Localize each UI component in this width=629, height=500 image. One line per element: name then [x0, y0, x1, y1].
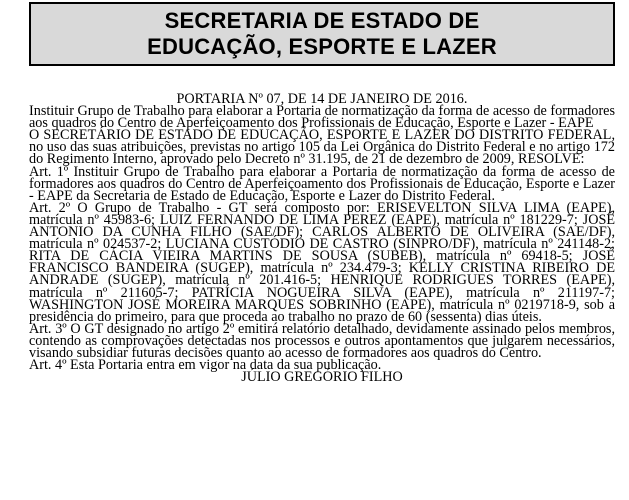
article-1: Art. 1º Instituir Grupo de Trabalho para elaborar a Portaria de normatização da forma de acesso de formadores aos quadros do Centro de Aperfeiçoamento dos Profissionais de Educação, Esporte e Lazer - EAPE da Secretaria de Estado de Educação, Esporte e Lazer do Distrito Federal.	[29, 163, 615, 204]
article-4: Art. 4º Esta Portaria entra em vigor na data da sua publicação.	[29, 357, 382, 374]
resolve-paragraph: O SECRETÁRIO DE ESTADO DE EDUCAÇÃO, ESPORTE E LAZER DO DISTRITO FEDERAL, no uso das suas atribuições, previstas no artigo 105 da Lei Orgânica do Distrito Federal e no artigo 172 do Regimento Interno, aprovado pelo Decreto nº 31.195, de 21 de dezembro de 2009, RESOLVE:	[29, 127, 615, 168]
header-title-line-1: SECRETARIA DE ESTADO DE	[164, 8, 480, 33]
signature: JÚLIO GREGÓRIO FILHO	[241, 369, 403, 386]
preamble-paragraph: Instituir Grupo de Trabalho para elaborar a Portaria de normatização da forma de acesso de formadores aos quadros do Centro de Aperfeiçoamento dos Profissionais de Educação, Esporte e Lazer - EAPE	[29, 103, 615, 132]
article-3: Art. 3º O GT designado no artigo 2º emitirá relatório detalhado, devidamente assinado pelos membros, contendo as comprovações detectadas nos processos e outros apontamentos que julgarem necessários, visando subsidiar futuras decisões quanto ao acesso de formadores aos quadros do Centro.	[29, 320, 615, 361]
header-title-line-2: EDUCAÇÃO, ESPORTE E LAZER	[147, 34, 497, 59]
article-2: Art. 2º O Grupo de Trabalho - GT será composto por: ERISEVELTON SILVA LIMA (EAPE), matrícula nº 45983-6; LUIZ FERNANDO DE LIMA PEREZ (EAPE), matrícula nº 181229-7; JOSÉ ANTONIO DA CUNHA FILHO (SAE/DF); CARLOS ALBERTO DE OLIVEIRA (SAE/DF), matrícula nº 024537-2; LUCIANA CUSTÓDIO DE CASTRO (SINPRO/DF), matrícula nº 241148-2; RITA DE CÁCIA VIEIRA MARTINS DE SOUSA (SUBEB), matrícula nº 69418-5; JOSÉ FRANCISCO BANDEIRA (SUGEP), matrícula nº 234.479-3; KELLY CRISTINA RIBEIRO DE ANDRADE (SUGEP), matrícula nº 201.416-5; HENRIQUE RODRIGUES TORRES (EAPE), matrícula nº 211605-7; PATRÍCIA NOGUEIRA SILVA (EAPE), matrícula nº 211197-7; WASHINGTON JOSÉ MOREIRA MARQUES SOBRINHO (EAPE), matrícula nº 0219718-9, sob a presidência do primeiro, para que proceda ao trabalho no prazo de 60 (sessenta) dias úteis.	[29, 199, 615, 325]
document-body	[29, 91, 615, 386]
document-title: PORTARIA Nº 07, DE 14 DE JANEIRO DE 2016.	[176, 91, 468, 107]
section-header	[29, 2, 615, 66]
